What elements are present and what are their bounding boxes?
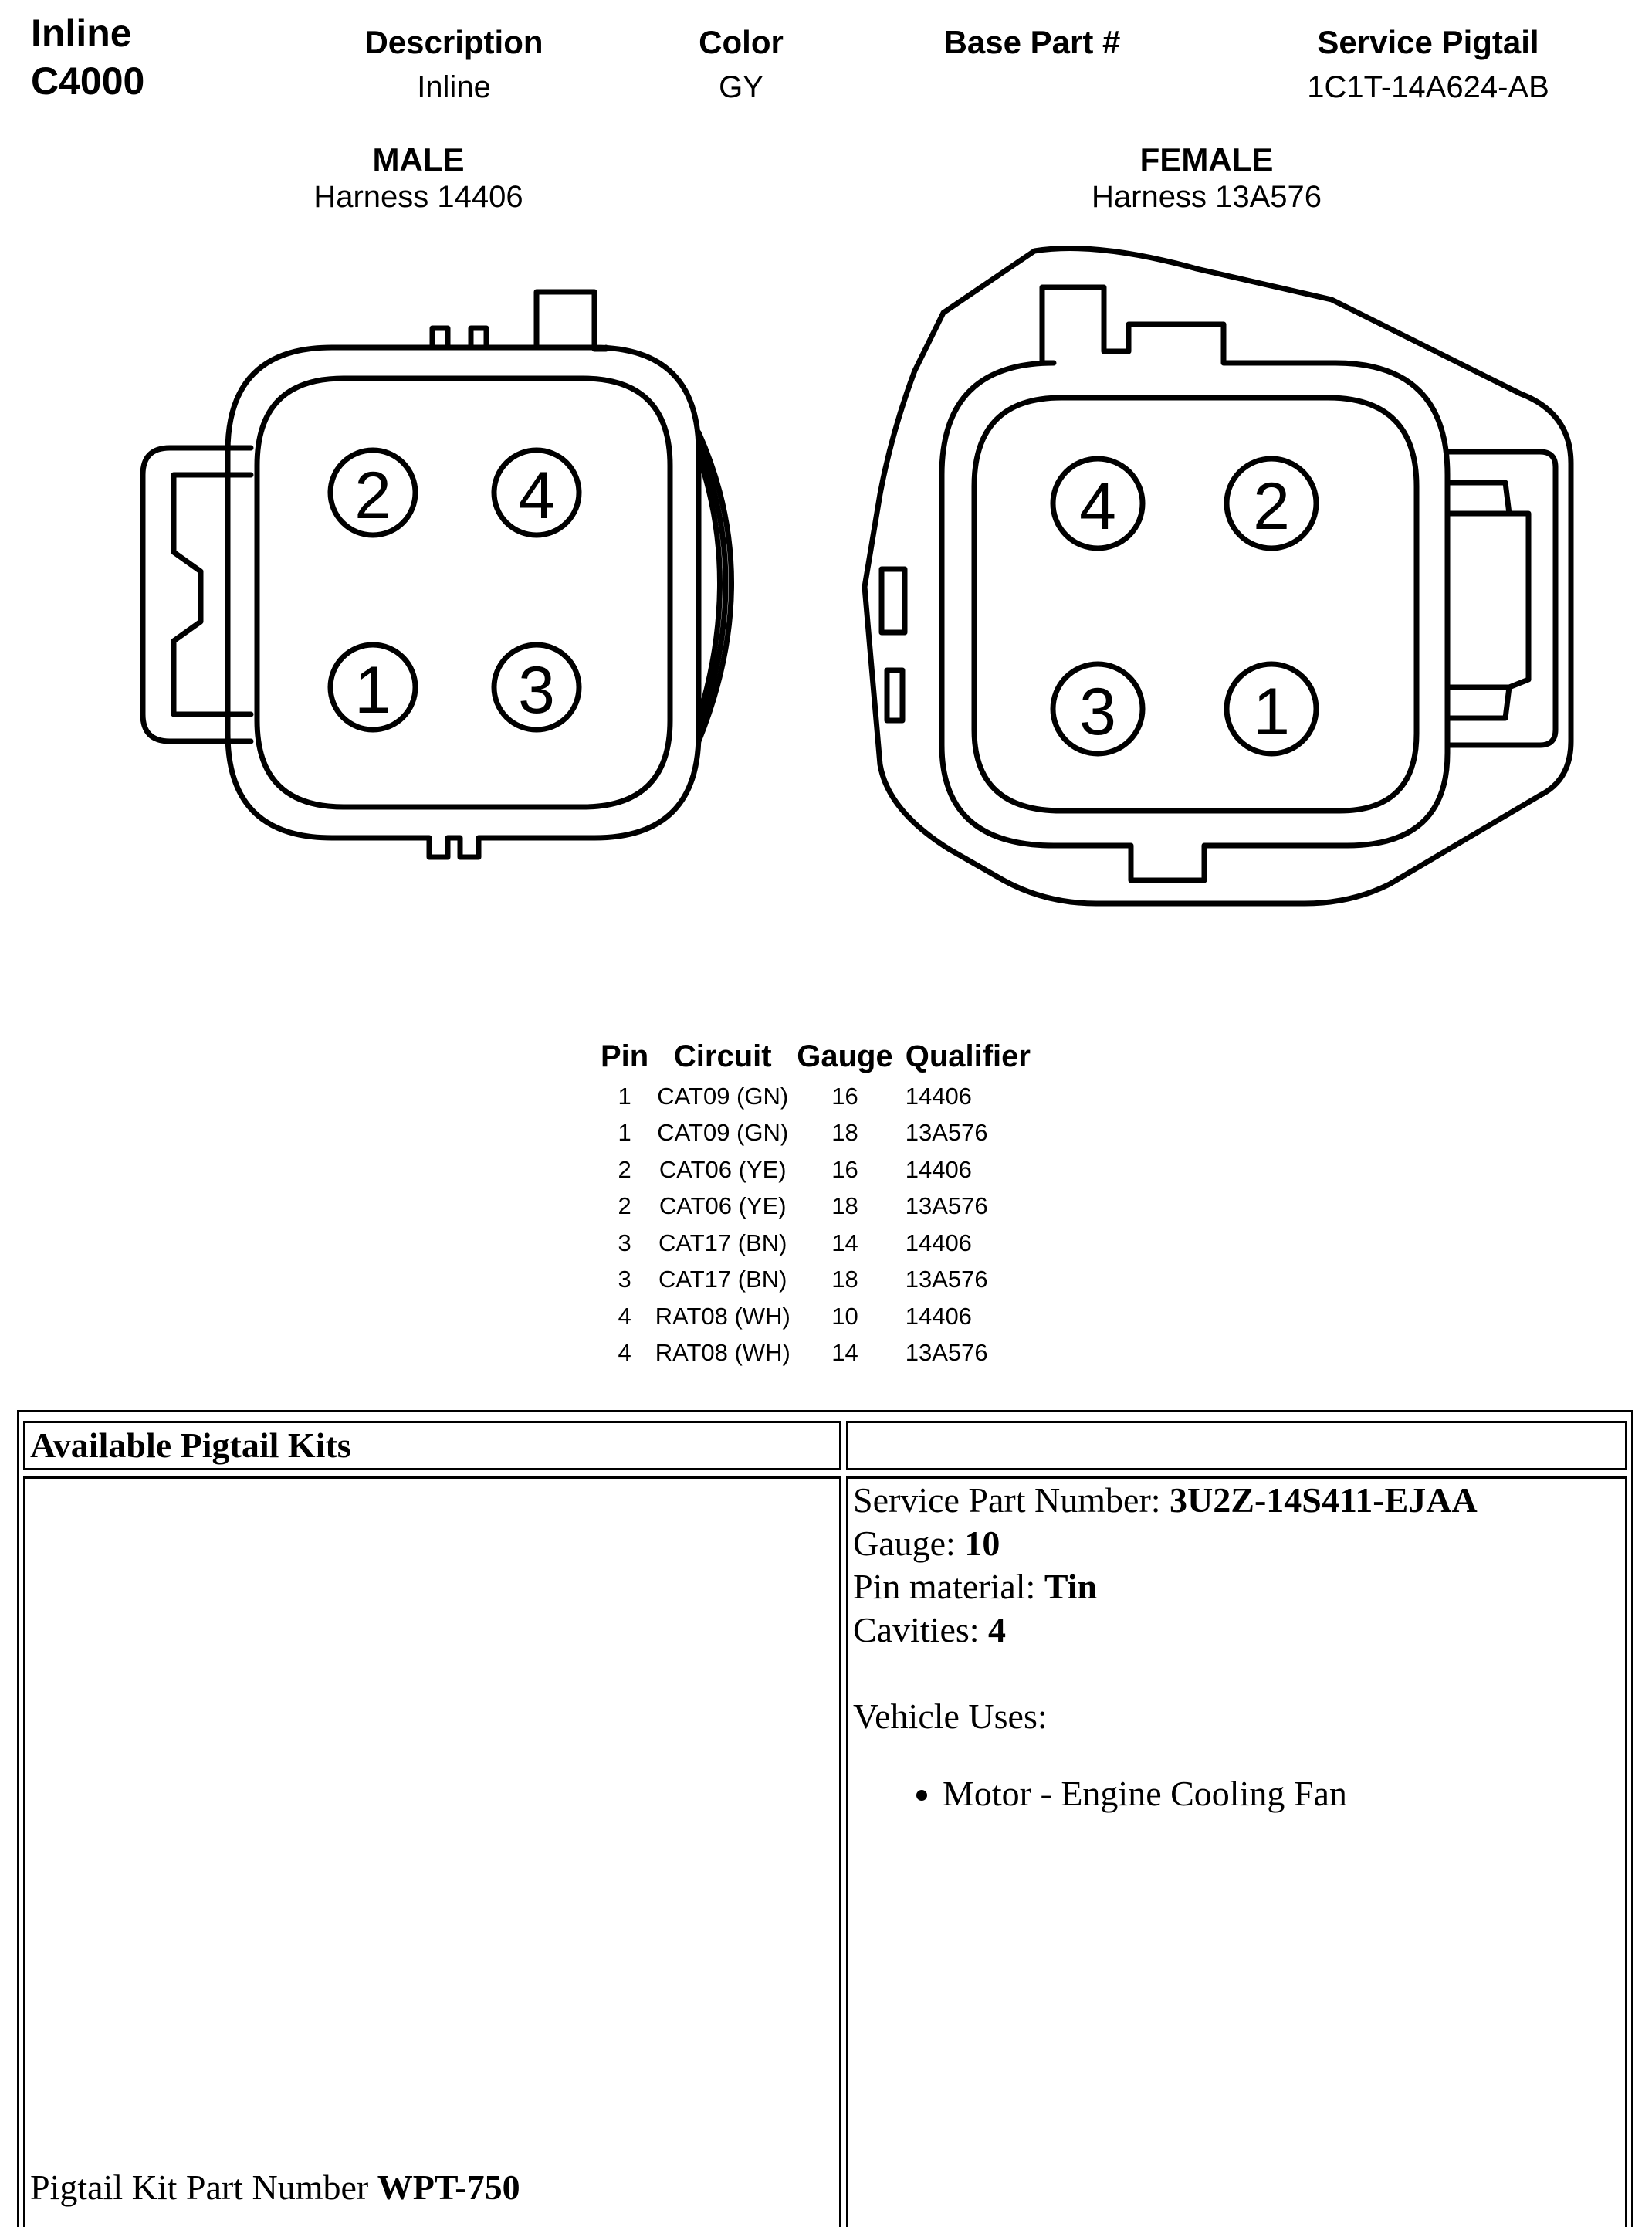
female-harness: Harness 13A576 [1092,180,1322,214]
kit-part-label: Pigtail Kit Part Number [30,2168,377,2207]
circuit-cell: CAT06 (YE) [658,1192,787,1220]
color-value: GY [719,70,763,104]
qualifier-cell: 13A576 [905,1266,988,1293]
male-pin-label-br: 3 [518,653,555,727]
cavities-value: 4 [988,1610,1007,1649]
gauge-header: Gauge [797,1039,893,1073]
pin-cell: 1 [618,1119,631,1147]
kits-title-empty-cell [846,1421,1627,1470]
gauge-cell: 18 [831,1119,858,1147]
female-pin-label-bl: 3 [1079,675,1116,749]
circuit-cell: CAT06 (YE) [658,1155,787,1183]
service-part-number [848,1479,1625,1522]
circuit-cell: CAT17 (BN) [658,1266,787,1293]
qualifier-cell: 13A576 [905,1192,988,1220]
gauge-cell: 10 [831,1302,858,1330]
female-latch [1447,452,1556,745]
table-row [594,1298,1037,1335]
cavities-info [848,1608,1625,1652]
female-outer-housing [865,249,1571,903]
female-pin-label-tl: 4 [1079,469,1116,544]
service-part-label: Service Part Number: [853,1480,1170,1520]
gauge-cell: 18 [831,1192,858,1220]
table-row [594,1262,1037,1299]
male-title: MALE [372,141,465,178]
table-row [594,1188,1037,1225]
service-pigtail-column [1266,23,1590,107]
qualifier-cell: 14406 [905,1082,972,1110]
male-latch-inner [174,475,251,714]
female-slot-large [882,569,905,632]
color-column [579,23,903,107]
kit-image-cell [23,1476,841,2227]
table-row [594,1225,1037,1262]
female-latch-inner [1447,483,1528,718]
table-row [594,1115,1037,1152]
male-pin-label-tl: 2 [354,459,391,533]
vehicle-uses-list [848,1772,1625,1815]
kits-title-cell [23,1421,841,1470]
qualifier-cell: 14406 [905,1229,972,1256]
gauge-cell: 16 [831,1082,858,1110]
qualifier-cell: 13A576 [905,1119,988,1147]
circuit-cell: CAT09 (GN) [657,1082,789,1110]
circuit-cell: RAT08 (WH) [655,1302,790,1330]
circuit-cell: CAT17 (BN) [658,1229,787,1256]
pin-cell: 4 [618,1302,631,1330]
qualifier-cell: 13A576 [905,1339,988,1367]
kit-part-value: WPT-750 [377,2168,520,2207]
circuit-header: Circuit [673,1039,772,1073]
pin-cell: 4 [618,1339,631,1367]
circuit-cell: RAT08 (WH) [655,1339,790,1367]
female-connector-diagram [849,232,1590,927]
connector-name: Inline [31,12,132,55]
gauge-info-label: Gauge: [853,1524,965,1563]
gauge-cell: 16 [831,1155,858,1183]
description-column [292,23,616,107]
gauge-cell: 14 [831,1229,858,1256]
pin-cell: 2 [618,1192,631,1220]
service-pigtail-label: Service Pigtail [1317,24,1539,60]
pin-table-header [594,1035,1037,1078]
cavities-label: Cavities: [853,1610,989,1649]
kit-part-number [25,2166,520,2209]
pin-cell: 3 [618,1266,631,1293]
vehicle-uses-label: Vehicle Uses: [853,1697,1048,1736]
pin-material-label: Pin material: [853,1567,1044,1606]
male-harness: Harness 14406 [313,180,523,214]
female-body [942,287,1447,880]
list-item: • Motor - Engine Cooling Fan [943,1772,1625,1815]
description-label: Description [364,24,543,60]
connector-id: C4000 [31,59,145,103]
qualifier-cell: 14406 [905,1155,972,1183]
kits-title: Available Pigtail Kits [30,1425,351,1465]
male-inner-body [257,378,670,807]
male-latch [143,448,251,741]
male-connector-diagram [131,278,795,880]
gauge-cell: 14 [831,1339,858,1367]
pin-table [594,1035,1037,1371]
male-view-title [187,141,650,215]
pin-material-info [848,1565,1625,1608]
gauge-cell: 18 [831,1266,858,1293]
kit-info-cell [846,1476,1627,2227]
pin-cell: 2 [618,1155,631,1183]
pin-material-value: Tin [1044,1567,1098,1606]
male-pin-label-tr: 4 [518,459,555,533]
female-view-title [975,141,1438,215]
female-inner-body [974,398,1417,811]
qualifier-header: Qualifier [905,1039,1031,1073]
service-pigtail-value: 1C1T-14A624-AB [1307,70,1549,104]
base-part-column [870,23,1194,68]
table-row [594,1335,1037,1372]
male-pin-label-bl: 1 [354,653,391,727]
pin-cell: 1 [618,1082,631,1110]
gauge-info [848,1522,1625,1565]
qualifier-cell: 14406 [905,1302,972,1330]
female-slot-small [887,670,902,720]
gauge-info-value: 10 [964,1524,1000,1563]
female-title: FEMALE [1139,141,1274,178]
pin-cell: 3 [618,1229,631,1256]
color-label: Color [699,24,784,60]
description-value: Inline [417,70,491,104]
circuit-cell: CAT09 (GN) [657,1119,789,1147]
pin-header: Pin [601,1039,649,1073]
female-pin-label-br: 1 [1253,675,1290,749]
service-part-value: 3U2Z-14S411-EJAA [1170,1480,1478,1520]
table-row [594,1078,1037,1115]
base-part-label: Base Part # [943,24,1121,60]
female-pin-label-tr: 2 [1253,469,1290,544]
table-row [594,1151,1037,1188]
